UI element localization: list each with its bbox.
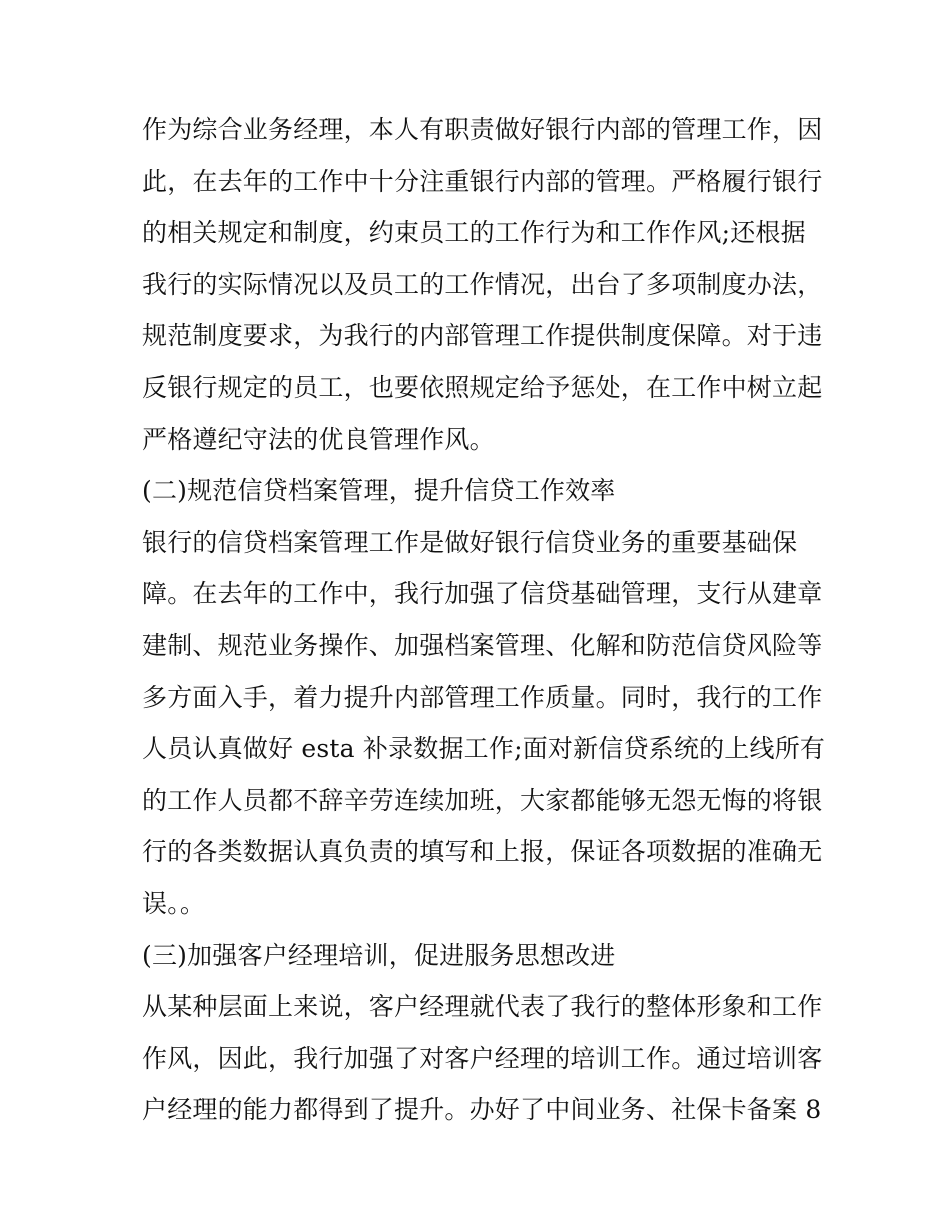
paragraph-line: 误。。 [142,888,206,918]
section-heading: (三)加强客户经理培训，促进服务思想改进 [142,940,616,970]
paragraph-line: 的相关规定和制度，约束员工的工作行为和工作作风;还根据 [142,218,806,248]
paragraph-line: 严格遵纪守法的优良管理作风。 [142,424,495,454]
paragraph-line: 人员认真做好 esta 补录数据工作;面对新信贷系统的上线所有 [142,734,826,764]
paragraph-line: 反银行规定的员工，也要依照规定给予惩处，在工作中树立起 [142,372,823,402]
paragraph-line: 的工作人员都不辞辛劳连续加班，大家都能够无怨无悔的将银 [142,785,823,815]
paragraph-line: 此，在去年的工作中十分注重银行内部的管理。严格履行银行 [142,166,823,196]
paragraph-line: 作为综合业务经理，本人有职责做好银行内部的管理工作，因 [142,115,823,144]
document-body [142,104,826,1136]
paragraph-line: 我行的实际情况以及员工的工作情况，出台了多项制度办法， [142,269,823,299]
section-heading: (二)规范信贷档案管理，提升信贷工作效率 [142,476,616,506]
paragraph-line: 作风，因此，我行加强了对客户经理的培训工作。通过培训客 [142,1043,823,1073]
paragraph-line: 从某种层面上来说，客户经理就代表了我行的整体形象和工作 [142,992,823,1022]
paragraph-line: 多方面入手，着力提升内部管理工作质量。同时，我行的工作 [142,682,823,712]
paragraph-line: 银行的信贷档案管理工作是做好银行信贷业务的重要基础保 [142,527,798,557]
paragraph-line: 户经理的能力都得到了提升。办好了中间业务、社保卡备案 8 [142,1095,822,1125]
paragraph-line: 建制、规范业务操作、加强档案管理、化解和防范信贷风险等 [142,630,823,660]
paragraph-line: 行的各类数据认真负责的填写和上报，保证各项数据的准确无 [142,837,823,867]
paragraph-line: 障。在去年的工作中，我行加强了信贷基础管理，支行从建章 [142,579,823,609]
paragraph-line: 规范制度要求，为我行的内部管理工作提供制度保障。对于违 [142,321,823,351]
